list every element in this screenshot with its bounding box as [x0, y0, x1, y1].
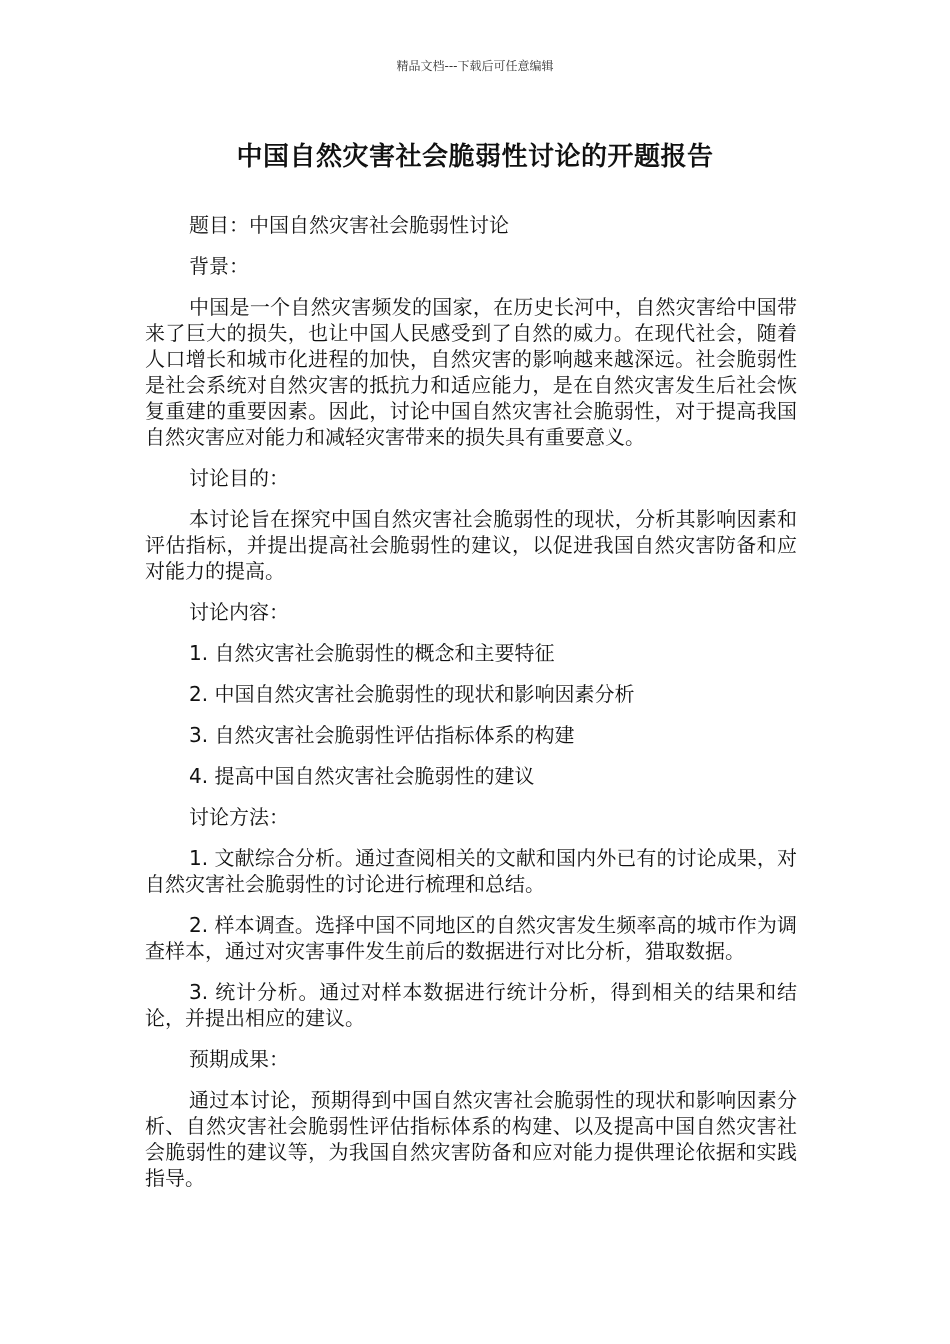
section-heading-content: 讨论内容：: [189, 600, 289, 624]
section-heading-methods: 讨论方法：: [189, 805, 289, 829]
section-heading-background: 背景：: [189, 254, 249, 278]
method-item-1: 1. 文献综合分析。通过查阅相关的文献和国内外已有的讨论成果，对自然灾害社会脆弱性的讨论进行梳理和总结。: [145, 846, 797, 896]
document-title: 中国自然灾害社会脆弱性讨论的开题报告: [236, 142, 714, 172]
document-body: [145, 212, 797, 1206]
section-heading-purpose: 讨论目的：: [189, 466, 289, 490]
paragraph-background: 中国是一个自然灾害频发的国家，在历史长河中，自然灾害给中国带来了巨大的损失，也让中国人民感受到了自然的威力。在现代社会，随着人口增长和城市化进程的加快，自然灾害的影响越来越深远。社会脆弱性是社会系统对自然灾害的抵抗力和适应能力，是在自然灾害发生后社会恢复重建的重要因素。因此，讨论中国自然灾害社会脆弱性，对于提高我国自然灾害应对能力和减轻灾害带来的损失具有重要意义。: [145, 295, 797, 449]
paragraph-outcomes: 通过本讨论，预期得到中国自然灾害社会脆弱性的现状和影响因素分析、自然灾害社会脆弱性评估指标体系的构建、以及提高中国自然灾害社会脆弱性的建议等，为我国自然灾害防备和应对能力提供理论依据和实践指导。: [145, 1088, 797, 1190]
content-item-3: 3. 自然灾害社会脆弱性评估指标体系的构建: [189, 723, 575, 747]
content-item-4: 4. 提高中国自然灾害社会脆弱性的建议: [189, 764, 535, 788]
header-note: 精品文档---下载后可任意编辑: [396, 59, 554, 73]
topic-line: 题目：中国自然灾害社会脆弱性讨论: [189, 213, 509, 237]
method-item-2: 2. 样本调查。选择中国不同地区的自然灾害发生频率高的城市作为调查样本，通过对灾害事件发生前后的数据进行对比分析，猎取数据。: [145, 913, 797, 963]
method-item-3: 3. 统计分析。通过对样本数据进行统计分析，得到相关的结果和结论，并提出相应的建议。: [145, 980, 797, 1030]
section-heading-outcomes: 预期成果：: [189, 1047, 289, 1071]
content-item-1: 1. 自然灾害社会脆弱性的概念和主要特征: [189, 641, 555, 665]
content-item-2: 2. 中国自然灾害社会脆弱性的现状和影响因素分析: [189, 682, 635, 706]
paragraph-purpose: 本讨论旨在探究中国自然灾害社会脆弱性的现状，分析其影响因素和评估指标，并提出提高社会脆弱性的建议，以促进我国自然灾害防备和应对能力的提高。: [145, 507, 797, 583]
